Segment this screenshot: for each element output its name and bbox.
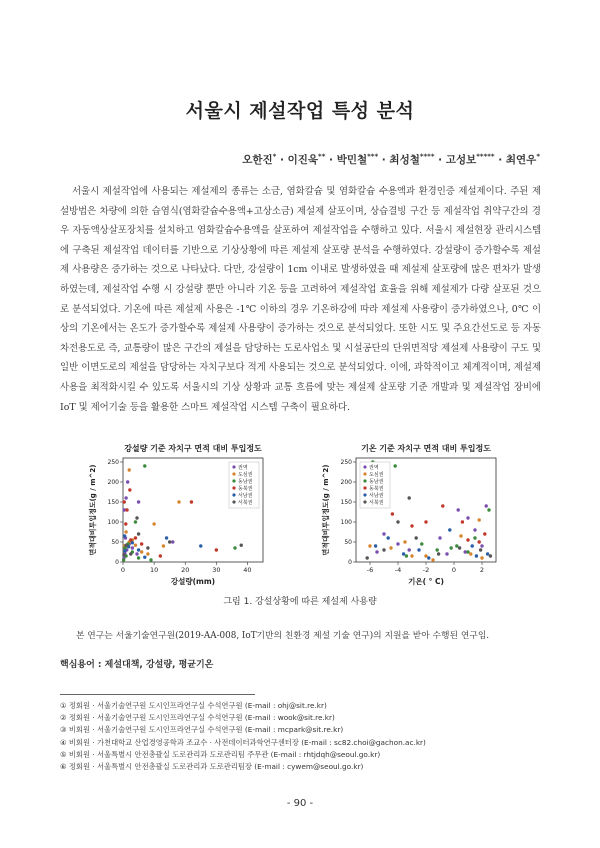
data-point [424, 554, 427, 557]
author-name: 최성철**** [389, 152, 435, 166]
data-point [124, 544, 127, 547]
data-point [471, 544, 474, 547]
data-point [480, 544, 483, 547]
paper-title: 서울시 제설작업 특성 분석 [185, 100, 415, 122]
y-tick-label: 50 [344, 539, 352, 546]
data-point [405, 554, 408, 557]
data-point [124, 530, 127, 533]
author-name: 오한진* [242, 152, 277, 166]
data-point [134, 520, 137, 523]
legend-marker [232, 472, 235, 475]
legend-label: 도심권 [238, 472, 253, 478]
x-tick-label: -6 [366, 566, 374, 574]
data-point [424, 520, 427, 523]
x-tick-label: -4 [394, 566, 402, 574]
y-tick-label: 100 [340, 519, 352, 526]
author-mark: ** [318, 152, 326, 161]
chart-right [318, 440, 508, 594]
data-point [123, 500, 126, 503]
y-axis-label: 면적대비투입정도(g / m^2) [322, 464, 330, 556]
y-tick-label: 150 [107, 499, 119, 506]
data-point [466, 516, 469, 519]
abstract-text: 서울시 제설작업에 사용되는 제설제의 종류는 소금, 염화칼슘 및 염화칼슘 수용액과 환경인증 제설제이다. 주된 제설방법은 차량에 의한 습염식(염화칼슘수용액+고상소금) 제설제 살포이며, 상습결빙 구간 등 제설작업 취약구간의 경우 자동액상살포장치를 설치하고 염화칼슘수용액을 살포하여 제설작업을 수행하고 있다. 서울시 제설현장 관리시스템에 구축된 제설작업 데이터를 기반으로 기상상황에 따른 제설제 살포량 분석을 수행하였다. 강설량이 증가할수록 제설제 사용량은 증가하는 것으로 나타났다. 다만, 강설량이 1cm 이내로 발생하였을 때 제설제 살포량에 많은 편차가 발생하였는데, 제설작업 수행 시 강설량 뿐만 아니라 기온 등을 고려하여 제설작업 효율을 위해 제설제가 다량 살포된 것으로 분석되었다. 기온에 따른 제설제 사용은 -1℃ 이하의 경우 기온하강에 따라 제설제 사용량이 증가하였으나, 0℃ 이상의 기온에서는 온도가 증가할수록 제설제 사용량이 증가하는 것으로 분석되었다. 또한 시도 및 주요간선도로 등 자동차전용도로 즉, 교통량이 많은 구간의 제설을 담당하는 도로사업소 및 시설공단의 단위면적당 제설제 사용량이 구도 및 일반 이면도로의 제설을 담당하는 자치구보다 적게 사용되는 것으로 분석되었다. 이에, 과학적이고 체계적이며, 제설제 사용을 최적화시킬 수 있도록 서울시의 기상 상황과 교통 흐름에 맞는 제설제 살포량 기준 개발과 및 제설작업 장비에 IoT 및 제어기술 등을 활용한 스마트 제설작업 시스템 구축이 필요하다. [60, 186, 541, 413]
data-point [459, 534, 462, 537]
author-mark: ***** [476, 152, 495, 161]
legend-label: 동남권 [369, 479, 384, 485]
x-tick-label: -2 [422, 566, 430, 574]
legend-marker [232, 486, 235, 489]
data-point [146, 552, 149, 555]
data-point [487, 508, 490, 511]
data-point [382, 532, 385, 535]
data-point [134, 544, 137, 547]
y-tick-label: 250 [340, 459, 352, 466]
data-point [427, 556, 430, 559]
data-point [478, 518, 481, 521]
data-point [458, 546, 461, 549]
data-point [441, 504, 444, 507]
data-point [473, 536, 476, 539]
data-point [123, 549, 126, 552]
y-tick-label: 0 [348, 559, 352, 566]
page-number: - 90 - [286, 798, 314, 809]
data-point [135, 552, 138, 555]
data-point [140, 550, 143, 553]
x-tick-label: 0 [120, 566, 126, 574]
data-point [408, 548, 411, 551]
legend-marker [363, 486, 366, 489]
data-point [135, 516, 138, 519]
chart-left [85, 440, 275, 594]
data-point [128, 468, 131, 471]
data-point [382, 548, 385, 551]
data-point [233, 546, 236, 549]
data-point [466, 550, 469, 553]
data-point [489, 554, 492, 557]
legend-label: 도심권 [369, 472, 384, 478]
data-point [126, 480, 129, 483]
data-point [240, 544, 243, 547]
data-point [177, 500, 180, 503]
data-point [215, 548, 218, 551]
data-point [374, 544, 377, 547]
data-point [123, 534, 126, 537]
data-point [410, 554, 413, 557]
legend-marker [363, 472, 366, 475]
data-point [134, 536, 137, 539]
y-tick-label: 200 [107, 479, 119, 486]
data-point [125, 508, 128, 511]
footnote: ④ 비회원 · 가천대학교 산업경영공학과 조교수 · 사전데이터과학연구센터장 (E-mail : sc82.choi@gachon.ac.kr) [60, 737, 426, 747]
author-name: 최연우* [505, 152, 540, 166]
chart-title: 기온 기준 자치구 면적 대비 투입정도 [361, 444, 491, 453]
legend-marker [232, 465, 235, 468]
chart-right-svg [318, 440, 508, 590]
data-point [124, 522, 127, 525]
y-axis-label: 면적대비투입정도(g / m^2) [89, 464, 97, 556]
data-point [131, 541, 134, 544]
data-point [415, 536, 418, 539]
data-point [455, 544, 458, 547]
legend-marker [232, 493, 235, 496]
y-tick-label: 200 [340, 479, 352, 486]
data-point [436, 548, 439, 551]
data-point [445, 552, 448, 555]
data-point [466, 538, 469, 541]
legend-marker [232, 500, 235, 503]
data-point [131, 546, 134, 549]
legend-marker [363, 493, 366, 496]
data-point [402, 552, 405, 555]
data-point [122, 553, 125, 556]
data-point [199, 544, 202, 547]
x-tick-label: 2 [479, 566, 485, 574]
x-tick-label: 40 [243, 566, 252, 574]
legend-label: 동북권 [369, 486, 384, 492]
y-tick-label: 0 [115, 559, 119, 566]
data-point [159, 554, 162, 557]
data-point [366, 556, 369, 559]
author-separator: · [325, 154, 337, 166]
data-point [190, 500, 193, 503]
footnote: ③ 비회원 · 서울기술연구원 도시인프라연구실 수석연구원 (E-mail : mcpark@sit.re.kr) [60, 725, 344, 735]
data-point [140, 542, 143, 545]
data-point [146, 546, 149, 549]
data-point [375, 550, 378, 553]
author-separator: · [494, 154, 506, 166]
author-mark: * [536, 152, 540, 161]
y-tick-label: 100 [107, 519, 119, 526]
data-point [448, 528, 451, 531]
data-point [417, 548, 420, 551]
data-point [124, 496, 127, 499]
author-name: 고성보***** [445, 152, 495, 166]
data-point [149, 558, 152, 561]
data-point [143, 556, 146, 559]
legend-marker [363, 500, 366, 503]
data-point [410, 524, 413, 527]
keywords: 핵심용어 : 제설대책, 강설량, 평균기온 [60, 660, 214, 670]
data-point [486, 552, 489, 555]
data-point [420, 542, 423, 545]
data-point [480, 556, 483, 559]
data-point [473, 528, 476, 531]
author-separator: · [434, 154, 446, 166]
x-tick-label: 20 [181, 566, 190, 574]
chart-left-svg [85, 440, 275, 590]
author-name: 박민철*** [336, 152, 379, 166]
data-point [431, 558, 434, 561]
data-point [137, 548, 140, 551]
footnote: ⑥ 정회원 · 서울특별시 안전총괄실 도로관리과 도로관리팀장 (E-mail : cywem@seoul.go.kr) [60, 762, 364, 772]
author-separator: · [378, 154, 390, 166]
data-point [478, 540, 481, 543]
legend-label: 서남권 [238, 493, 253, 499]
data-point [152, 522, 155, 525]
data-point [483, 532, 486, 535]
data-point [450, 546, 453, 549]
data-point [469, 552, 472, 555]
data-point [129, 552, 132, 555]
data-point [387, 536, 390, 539]
footnote: ② 정회원 · 서울기술연구원 도시인프라연구실 수석연구원 (E-mail : wook@sit.re.kr) [60, 713, 335, 723]
y-tick-label: 50 [111, 539, 119, 546]
legend-marker [363, 479, 366, 482]
data-point [408, 496, 411, 499]
legend-label: 권역 [238, 465, 248, 471]
author-mark: * [272, 152, 277, 161]
data-point [438, 536, 441, 539]
data-point [394, 464, 397, 467]
data-point [143, 464, 146, 467]
data-point [389, 546, 392, 549]
x-tick-label: 30 [212, 566, 221, 574]
data-point [475, 554, 478, 557]
author-list [242, 152, 540, 167]
x-axis-label: 기온( ° C) [408, 577, 444, 586]
data-point [368, 544, 371, 547]
figure-caption: 그림 1. 강설상황에 따른 제설제 사용량 [223, 597, 377, 607]
data-point [391, 512, 394, 515]
legend-marker [363, 465, 366, 468]
data-point [396, 542, 399, 545]
acknowledgement: 본 연구는 서울기술연구원(2019-AA-008, IoT기반의 친환경 제설 기술 연구)의 지원을 받아 수행된 연구임. [76, 631, 490, 641]
data-point [437, 552, 440, 555]
footnote-divider [60, 694, 255, 695]
data-point [171, 540, 174, 543]
legend-label: 동남권 [238, 479, 253, 485]
author-mark: **** [419, 152, 435, 161]
footnotes [60, 700, 550, 773]
x-tick-label: 10 [149, 566, 159, 574]
footnote: ⑤ 비회원 · 서울특별시 안전총괄실 도로관리과 도로관리팀 주무관 (E-mail : rhtjdqh@seoul.go.kr) [60, 749, 381, 759]
author-mark: *** [367, 152, 379, 161]
legend-label: 서북권 [369, 500, 384, 506]
x-tick-label: 0 [451, 566, 457, 574]
legend-label: 동북권 [238, 486, 253, 492]
data-point [122, 558, 125, 561]
author-name: 이진욱** [287, 152, 326, 166]
data-point [128, 488, 131, 491]
legend-label: 권역 [369, 465, 379, 471]
data-point [137, 532, 140, 535]
y-tick-label: 150 [340, 499, 352, 506]
author-separator: · [276, 154, 288, 166]
legend-label: 서남권 [369, 493, 384, 499]
data-point [403, 540, 406, 543]
y-tick-label: 250 [107, 459, 119, 466]
data-point [137, 556, 140, 559]
data-point [479, 548, 482, 551]
footnote: ① 정회원 · 서울기술연구원 도시인프라연구실 수석연구원 (E-mail : ohj@sit.re.kr) [60, 701, 327, 710]
data-point [165, 536, 168, 539]
data-point [168, 540, 171, 543]
data-point [137, 500, 140, 503]
data-point [461, 520, 464, 523]
data-point [162, 544, 165, 547]
data-point [457, 508, 460, 511]
legend-marker [232, 479, 235, 482]
chart-title: 강설량 기준 자치구 면적 대비 투입정도 [124, 444, 262, 453]
data-point [485, 504, 488, 507]
legend-label: 서북권 [238, 500, 253, 506]
x-axis-label: 강설량(mm) [170, 577, 216, 586]
data-point [396, 520, 399, 523]
